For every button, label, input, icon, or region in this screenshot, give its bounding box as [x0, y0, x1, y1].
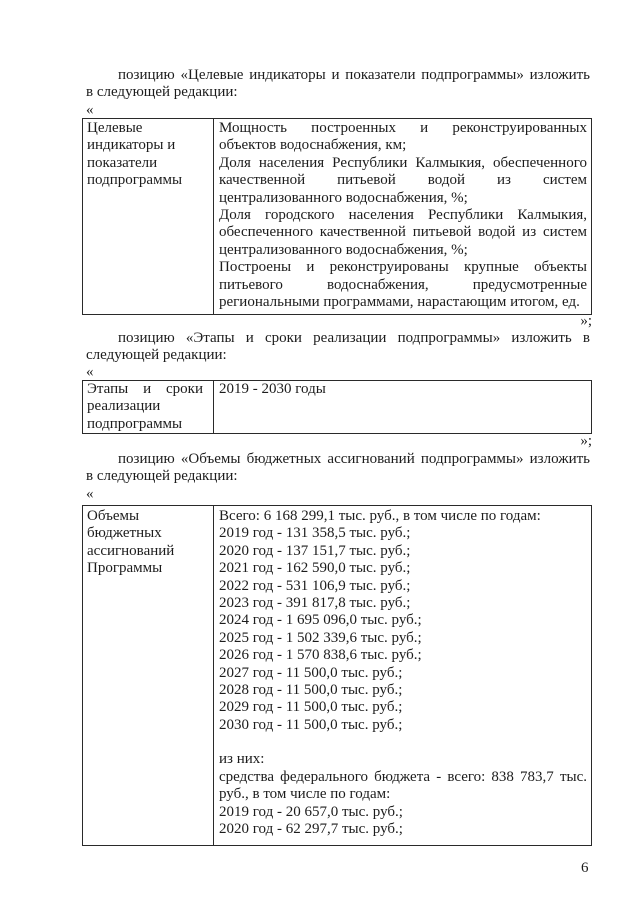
budget-year-line: 2023 год - 391 817,8 тыс. руб.; [219, 594, 411, 611]
content-line: Доля городского населения Республики Калмыкия, [219, 206, 587, 223]
label-line: ассигнований [87, 542, 175, 559]
label-line: индикаторы и [87, 137, 176, 154]
blank-line [219, 734, 587, 751]
label-line: Объемы [87, 508, 140, 524]
label-line: Этапы и сроки [87, 381, 203, 397]
content-line: из них: [219, 751, 265, 768]
content-line: руб., в том числе по годам: [219, 786, 391, 803]
table-content-cell [213, 506, 591, 845]
budget-year-line: 2027 год - 11 500,0 тыс. руб.; [219, 664, 403, 681]
budget-year-line: 2026 год - 1 570 838,6 тыс. руб.; [219, 647, 422, 664]
intro-paragraph-stages [86, 330, 590, 365]
intro-line: позицию «Объемы бюджетных ассигнований подпрограммы» изложить [118, 451, 590, 467]
intro-line: в следующей редакции: [86, 468, 238, 485]
label-line: Целевые [87, 120, 143, 136]
budget-year-line: 2020 год - 137 151,7 тыс. руб.; [219, 542, 411, 559]
content-line: качественной питьевой водой из систем [219, 172, 587, 189]
content-line: обеспеченного качественной питьевой водой из систем [219, 224, 587, 241]
content-line: Построены и реконструированы крупные объекты [219, 259, 587, 276]
closing-quote: »; [580, 433, 592, 449]
intro-line: позицию «Целевые индикаторы и показатели подпрограммы» изложить [118, 67, 590, 83]
table-content-cell [213, 381, 591, 433]
indicators-table [82, 118, 592, 315]
table-label-cell [83, 506, 213, 845]
intro-paragraph-budget [86, 451, 590, 486]
intro-line: следующей редакции: [86, 347, 227, 364]
budget-table [82, 505, 592, 846]
opening-quote: « [86, 486, 94, 502]
budget-year-line: 2025 год - 1 502 339,6 тыс. руб.; [219, 629, 422, 646]
federal-year-line: 2020 год - 62 297,7 тыс. руб.; [219, 821, 403, 838]
intro-line: в следующей редакции: [86, 84, 238, 101]
label-line: показатели [87, 154, 158, 171]
label-line: подпрограммы [87, 415, 183, 432]
page-number: 6 [581, 860, 589, 876]
federal-year-line: 2019 год - 20 657,0 тыс. руб.; [219, 803, 403, 820]
budget-year-line: 2030 год - 11 500,0 тыс. руб.; [219, 716, 403, 733]
budget-year-line: 2021 год - 162 590,0 тыс. руб.; [219, 560, 411, 577]
content-line: Мощность построенных и реконструированных [219, 120, 587, 136]
content-line: объектов водоснабжения, км; [219, 137, 407, 154]
federal-budget-line: средства федерального бюджета - всего: 838 783,7 тыс. [219, 768, 587, 785]
intro-line: позицию «Этапы и сроки реализации подпрограммы» изложить в [118, 330, 590, 346]
content-line: централизованного водоснабжения, %; [219, 241, 468, 258]
label-line: Программы [87, 560, 163, 577]
content-line: региональными программами, нарастающим итогом, ед. [219, 293, 580, 310]
label-line: бюджетных [87, 525, 162, 542]
content-line: 2019 - 2030 годы [219, 381, 326, 397]
closing-quote: »; [580, 313, 592, 329]
budget-year-line: 2024 год - 1 695 096,0 тыс. руб.; [219, 612, 422, 629]
table-label-cell [83, 119, 213, 314]
budget-total-line: Всего: 6 168 299,1 тыс. руб., в том числе по годам: [219, 508, 541, 524]
table-label-cell [83, 381, 213, 433]
stages-table [82, 380, 592, 434]
intro-paragraph-indicators [86, 67, 590, 102]
opening-quote: « [86, 102, 94, 118]
table-content-cell [213, 119, 591, 314]
label-line: реализации [87, 398, 161, 415]
content-line: Доля населения Республики Калмыкия, обеспеченного [219, 154, 587, 171]
label-line: подпрограммы [87, 172, 183, 189]
budget-year-line: 2029 год - 11 500,0 тыс. руб.; [219, 699, 403, 716]
content-line: питьевого водоснабжения, предусмотренные [219, 276, 587, 293]
opening-quote: « [86, 364, 94, 380]
budget-year-line: 2028 год - 11 500,0 тыс. руб.; [219, 681, 403, 698]
budget-year-line: 2019 год - 131 358,5 тыс. руб.; [219, 525, 411, 542]
budget-year-line: 2022 год - 531 106,9 тыс. руб.; [219, 577, 411, 594]
content-line: централизованного водоснабжения, %; [219, 189, 468, 206]
